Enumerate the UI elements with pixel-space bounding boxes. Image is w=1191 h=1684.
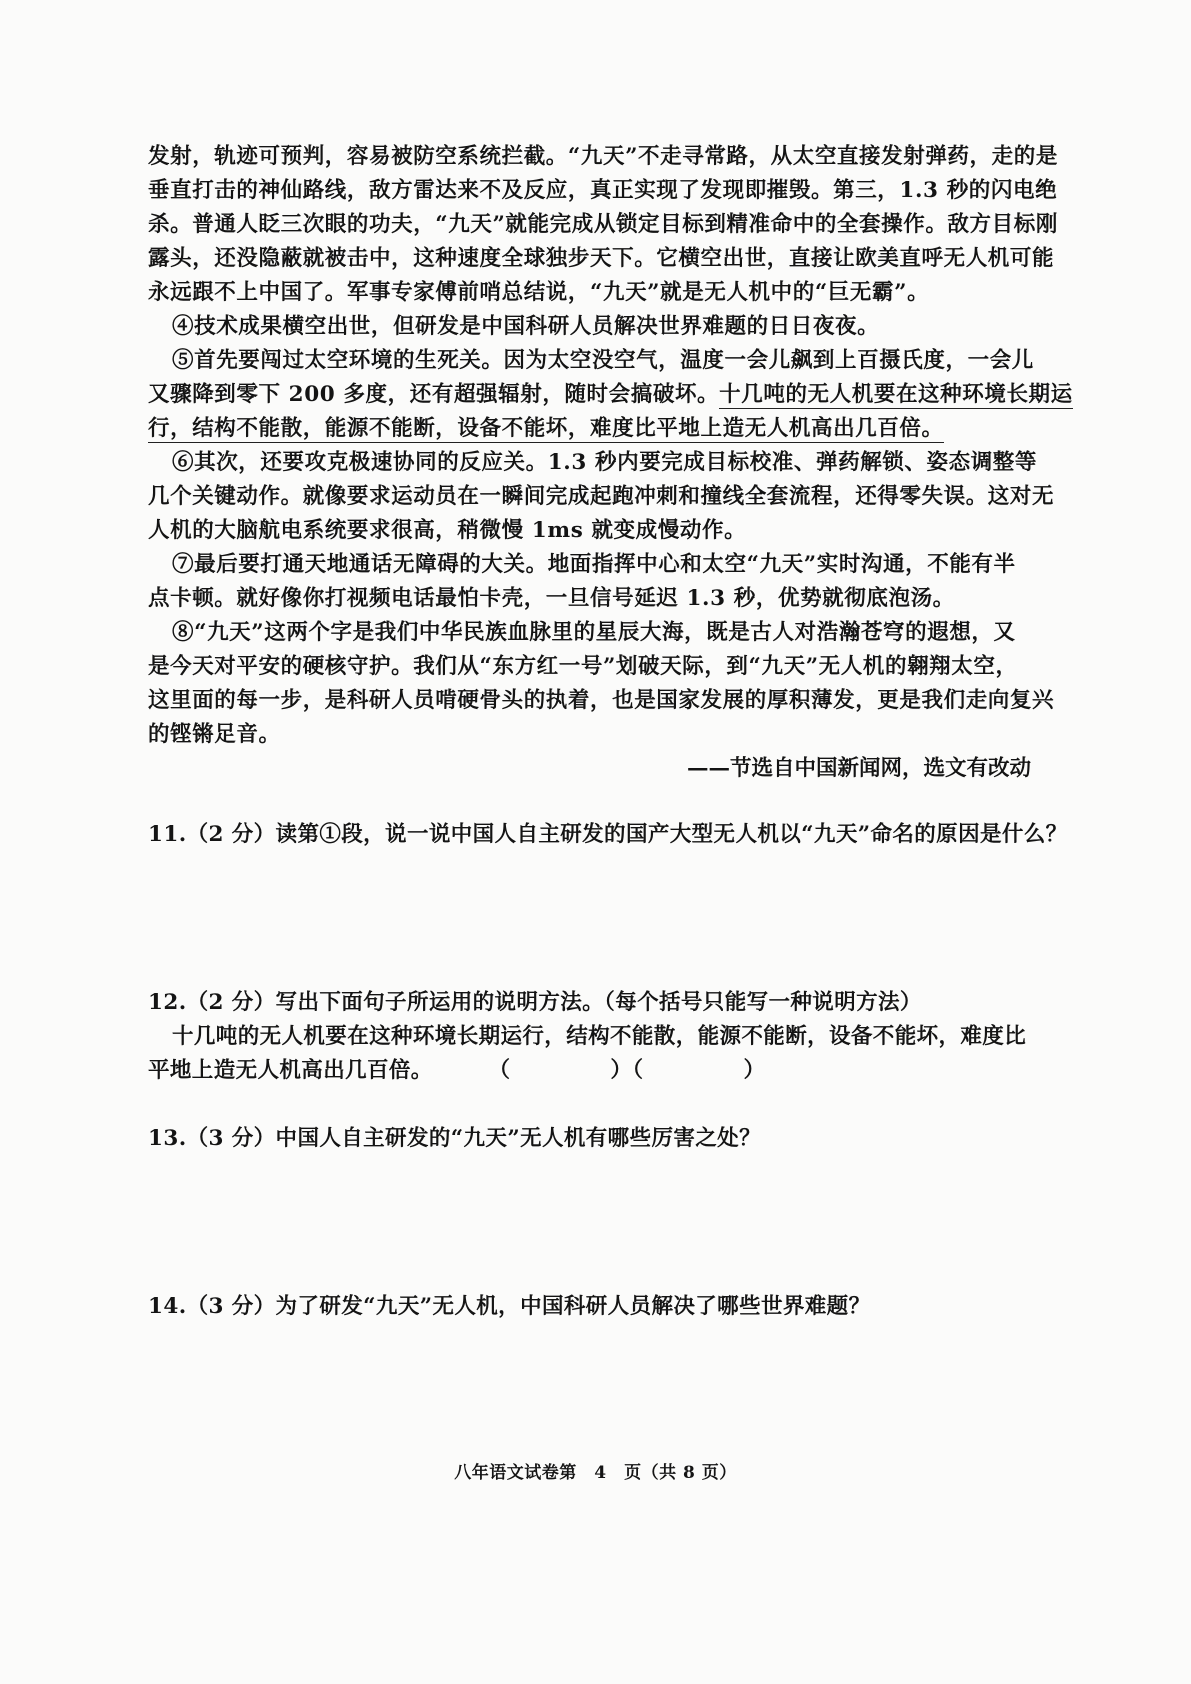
underlined-sentence: 行，结构不能散，能源不能断，设备不能坏，难度比平地上造无人机高出几百倍。 — [148, 416, 944, 441]
question-12-sentence: 十几吨的无人机要在这种环境长期运行，结构不能散，能源不能断，设备不能坏，难度比 — [172, 1024, 1027, 1049]
paragraph-5-line — [148, 412, 1048, 446]
question-11: 11.（2 分）读第①段，说一说中国人自主研发的国产大型无人机以“九天”命名的原因是什么？ — [148, 822, 1068, 847]
blank-bracket: （ — [488, 1058, 511, 1083]
passage-line: 杀。普通人眨三次眼的功夫，“九天”就能完成从锁定目标到精准命中的全套操作。敌方目标刚 — [148, 212, 1058, 237]
paragraph-8-line: ⑧“九天”这两个字是我们中华民族血脉里的星辰大海，既是古人对浩瀚苍穹的遐想，又 — [172, 620, 1016, 645]
question-14: 14.（3 分）为了研发“九天”无人机，中国科研人员解决了哪些世界难题？ — [148, 1294, 871, 1319]
paragraph-5-line: ⑤首先要闯过太空环境的生死关。因为太空没空气，温度一会儿飙到上百摄氏度，一会儿 — [172, 348, 1034, 373]
question-13: 13.（3 分）中国人自主研发的“九天”无人机有哪些厉害之处？ — [148, 1126, 761, 1151]
underlined-sentence: 十几吨的无人机要在这种环境长期运 — [719, 382, 1073, 407]
paragraph-6-line: ⑥其次，还要攻克极速协同的反应关。1.3 秒内要完成目标校准、弹药解锁、姿态调整等 — [172, 450, 1037, 475]
blank-bracket: ）（ — [610, 1058, 644, 1083]
passage-line: 永远跟不上中国了。军事专家傅前哨总结说，“九天”就是无人机中的“巨无霸”。 — [148, 280, 930, 305]
plain-text: 又骤降到零下 200 多度，还有超强辐射，随时会搞破坏。 — [148, 382, 720, 407]
blank-bracket: ） — [743, 1058, 766, 1083]
paragraph-4: ④技术成果横空出世，但研发是中国科研人员解决世界难题的日日夜夜。 — [172, 314, 880, 339]
question-12-sentence — [148, 1054, 765, 1088]
paragraph-8-line: 这里面的每一步，是科研人员啃硬骨头的执着，也是国家发展的厚积薄发，更是我们走向复兴 — [148, 688, 1055, 713]
passage-line: 露头，还没隐蔽就被击中，这种速度全球独步天下。它横空出世，直接让欧美直呼无人机可能 — [148, 246, 1055, 271]
paragraph-6-line: 几个关键动作。就像要求运动员在一瞬间完成起跑冲刺和撞线全套流程，还得零失误。这对无 — [148, 484, 1055, 509]
passage-line: 发射，轨迹可预判，容易被防空系统拦截。“九天”不走寻常路，从太空直接发射弹药，走的是 — [148, 144, 1058, 169]
sentence-text: 平地上造无人机高出几百倍。 — [148, 1058, 433, 1083]
paragraph-8-line: 的铿锵足音。 — [148, 722, 281, 747]
paragraph-7-line: ⑦最后要打通天地通话无障碍的大关。地面指挥中心和太空“九天”实时沟通，不能有半 — [172, 552, 1016, 577]
paragraph-5-line — [148, 378, 1073, 412]
source-attribution: ——节选自中国新闻网，选文有改动 — [686, 756, 1031, 781]
page-footer: 八年语文试卷第 4 页（共 8 页） — [454, 1463, 737, 1483]
paragraph-8-line: 是今天对平安的硬核守护。我们从“东方红一号”划破天际，到“九天”无人机的翱翔太空， — [148, 654, 1018, 679]
paragraph-6-line: 人机的大脑航电系统要求很高，稍微慢 1ms 就变成慢动作。 — [148, 518, 747, 543]
passage-line: 垂直打击的神仙路线，敌方雷达来不及反应，真正实现了发现即摧毁。第三，1.3 秒的闪电绝 — [148, 178, 1058, 203]
question-12: 12.（2 分）写出下面句子所运用的说明方法。（每个括号只能写一种说明方法） — [148, 990, 922, 1015]
paragraph-7-line: 点卡顿。就好像你打视频电话最怕卡壳，一旦信号延迟 1.3 秒，优势就彻底泡汤。 — [148, 586, 955, 611]
